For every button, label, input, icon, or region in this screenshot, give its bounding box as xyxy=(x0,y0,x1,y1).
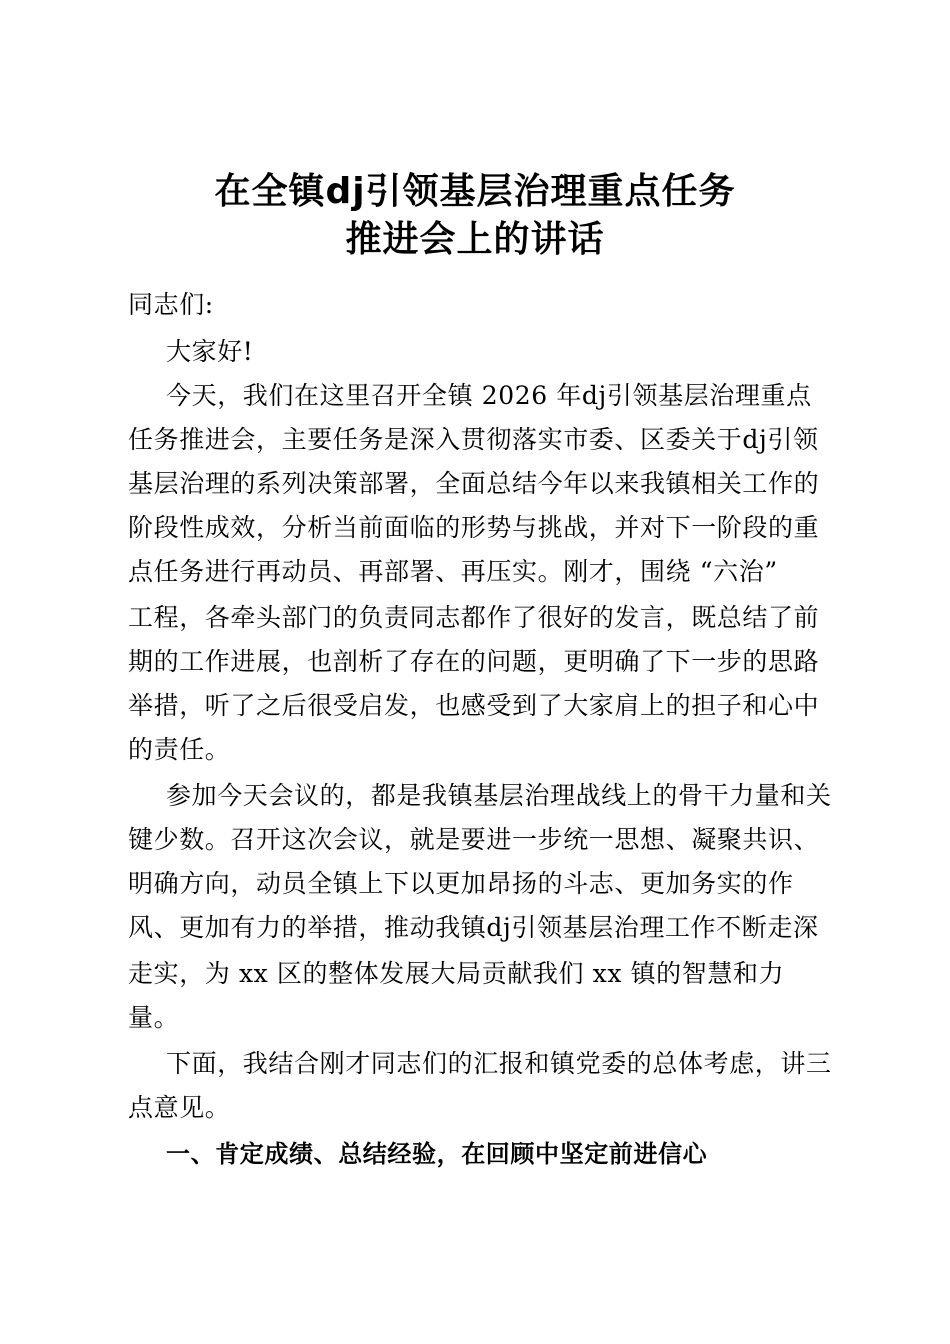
paragraph-2-line-1: 参加今天会议的，都是我镇基层治理战线上的骨干力量和关 xyxy=(166,781,832,810)
document-title-line-1: 在全镇dj引领基层治理重点任务 xyxy=(214,171,736,212)
document-title-line-2: 推进会上的讲话 xyxy=(345,219,605,260)
paragraph-2-line-6: 量。 xyxy=(128,1003,180,1032)
paragraph-1-line-5: 点任务进行再动员、再部署、再压实。刚才，围绕 “六治” xyxy=(128,557,778,586)
paragraph-3-line-2: 点意见。 xyxy=(128,1093,231,1122)
paragraph-2-line-3: 明确方向，动员全镇上下以更加昂扬的斗志、更加务实的作 xyxy=(128,869,794,898)
paragraph-2-line-5: 走实，为 xx 区的整体发展大局贡献我们 xx 镇的智慧和力 xyxy=(128,959,785,988)
greeting: 大家好! xyxy=(166,337,254,366)
paragraph-1-line-7: 期的工作进展，也剖析了存在的问题，更明确了下一步的思路 xyxy=(128,647,820,676)
paragraph-1-line-2: 任务推进会，主要任务是深入贯彻落实市委、区委关于dj引领 xyxy=(128,425,819,454)
paragraph-1-line-4: 阶段性成效，分析当前面临的形势与挑战，并对下一阶段的重 xyxy=(128,513,820,542)
paragraph-1-line-1: 今天，我们在这里召开全镇 2026 年dj引领基层治理重点 xyxy=(166,381,812,410)
paragraph-1-line-6: 工程，各牵头部门的负责同志都作了很好的发言，既总结了前 xyxy=(128,603,820,632)
salutation: 同志们: xyxy=(128,290,214,319)
paragraph-2-line-4: 风、更加有力的举措，推动我镇dj引领基层治理工作不断走深 xyxy=(128,913,819,942)
paragraph-1-line-9: 的责任。 xyxy=(128,735,231,764)
paragraph-3-line-1: 下面，我结合刚才同志们的汇报和镇党委的总体考虑，讲三 xyxy=(166,1049,832,1078)
section-1-heading: 一、肯定成绩、总结经验，在回顾中坚定前进信心 xyxy=(166,1140,708,1168)
paragraph-2-line-2: 键少数。召开这次会议，就是要进一步统一思想、凝聚共识、 xyxy=(128,825,820,854)
paragraph-1-line-8: 举措，听了之后很受启发，也感受到了大家肩上的担子和心中 xyxy=(128,691,820,720)
paragraph-1-line-3: 基层治理的系列决策部署，全面总结今年以来我镇相关工作的 xyxy=(128,469,820,498)
